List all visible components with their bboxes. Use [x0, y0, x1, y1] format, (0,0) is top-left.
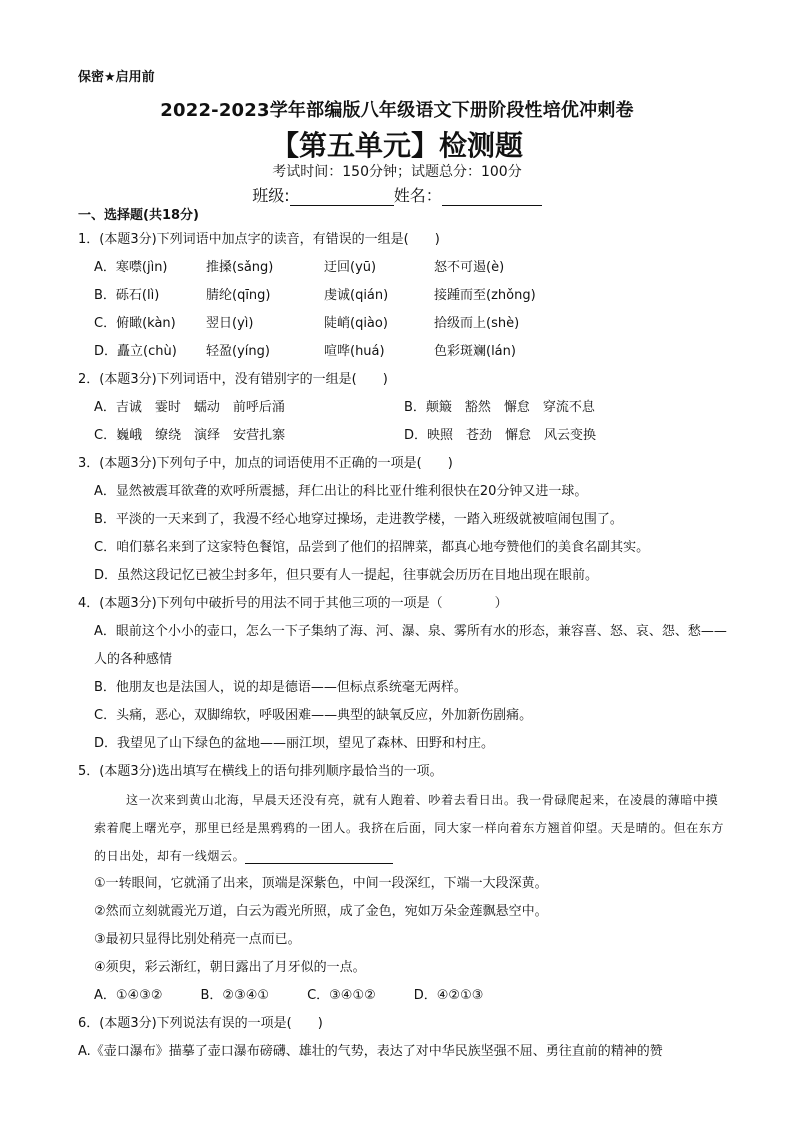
option-word: D．矗立(chù) — [94, 344, 177, 359]
question-4-option-b: B．他朋友也是法国人，说的却是德语——但标点系统毫无两样。 — [94, 680, 467, 695]
question-6-option-a: A.《壶口瀑布》描摹了壶口瀑布磅礴、雄壮的气势，表达了对中华民族坚强不屈、勇往直前的精神的赞 — [78, 1044, 663, 1059]
option-word: 虔诚(qián) — [324, 288, 389, 303]
option-word: B．砾石(lì) — [94, 288, 160, 303]
option-word: 轻盈(yíng) — [206, 344, 270, 359]
question-2-option-b: B．颠簸 豁然 懈怠 穿流不息 — [404, 400, 595, 415]
option-word: 色彩斑斓(lán) — [434, 344, 516, 359]
question-5-option-c: C．③④①② — [307, 988, 376, 1003]
question-2-option-c: C．巍峨 缭绕 演绎 安营扎寨 — [94, 428, 286, 443]
question-5-sentence-2: ②然而立刻就霞光万道，白云为霞光所照，成了金色，宛如万朵金莲飘悬空中。 — [94, 904, 548, 919]
option-word: 推搡(sǎng) — [206, 260, 274, 275]
question-1-stem: 1．(本题3分)下列词语中加点字的读音，有错误的一组是( ) — [78, 232, 440, 247]
question-4-stem: 4．(本题3分)下列句中破折号的用法不同于其他三项的一项是（ ） — [78, 596, 508, 611]
option-word: 迂回(yū) — [324, 260, 377, 275]
name-label: 姓名： — [393, 186, 442, 205]
option-word: 喧哗(huá) — [324, 344, 385, 359]
option-word: 接踵而至(zhǒng) — [434, 288, 536, 303]
question-5-sentence-1: ①一转眼间，它就涌了出来，顶端是深紫色，中间一段深红，下端一大段深黄。 — [94, 876, 548, 891]
name-blank[interactable] — [442, 189, 542, 206]
option-word: 陡峭(qiào) — [324, 316, 388, 331]
question-5-stem: 5．(本题3分)选出填写在横线上的语句排列顺序最恰当的一项。 — [78, 764, 443, 779]
question-5-option-b: B．②③④① — [200, 988, 270, 1003]
question-1-option-d — [78, 338, 728, 366]
question-1-option-a — [78, 254, 728, 282]
question-1-option-c — [78, 310, 728, 338]
question-5-options — [78, 982, 728, 1010]
option-word: 怒不可遏(è) — [434, 260, 505, 275]
option-word: A．寒噤(jìn) — [94, 260, 168, 275]
section-heading: 一、选择题(共18分) — [78, 208, 199, 223]
confidential-label: 保密★启用前 — [78, 70, 155, 85]
exam-title: 2022-2023学年部编版八年级语文下册阶段性培优冲刺卷 — [160, 100, 634, 121]
question-5-option-d: D．④②①③ — [413, 988, 484, 1003]
question-2-option-a: A．吉诚 霎时 蠕动 前呼后涌 — [94, 400, 285, 415]
unit-title: 【第五单元】检测题 — [270, 129, 523, 162]
question-3-option-a: A．显然被震耳欲聋的欢呼所震撼，拜仁出让的科比亚什维利很快在20分钟又进一球。 — [94, 484, 588, 499]
option-word: 拾级而上(shè) — [434, 316, 520, 331]
question-3-stem: 3．(本题3分)下列句子中，加点的词语使用不正确的一项是( ) — [78, 456, 453, 471]
question-2-options-row-2 — [78, 422, 728, 450]
question-5-sentence-3: ③最初只显得比别处稍亮一点而已。 — [94, 932, 301, 947]
question-1-option-b — [78, 282, 728, 310]
question-3-option-d: D．虽然这段记忆已被尘封多年，但只要有人一提起，往事就会历历在目地出现在眼前。 — [94, 568, 599, 583]
class-blank[interactable] — [290, 189, 394, 206]
option-word: 翌日(yì) — [206, 316, 254, 331]
question-5-sentence-4: ④须臾，彩云渐红，朝日露出了月牙似的一点。 — [94, 960, 366, 975]
question-4-option-c: C．头痛，恶心，双脚绵软，呼吸困难——典型的缺氧反应，外加新伤剧痛。 — [94, 708, 533, 723]
question-5-option-a: A．①④③② — [94, 988, 163, 1003]
question-5-passage — [78, 786, 728, 870]
question-4-option-d: D．我望见了山下绿色的盆地——丽江坝，望见了森林、田野和村庄。 — [94, 736, 495, 751]
question-4-option-a: A．眼前这个小小的壶口，怎么一下子集纳了海、河、瀑、泉、雾所有水的形态，兼容喜、怒、哀、怨、愁——人的各种感情 — [94, 624, 727, 667]
class-label: 班级: — [252, 186, 290, 205]
question-2-options-row-1 — [78, 394, 728, 422]
option-word: 腈纶(qīng) — [206, 288, 271, 303]
question-2-option-d: D．映照 苍劲 懈怠 风云变换 — [404, 428, 597, 443]
question-6-stem: 6．(本题3分)下列说法有误的一项是( ) — [78, 1016, 323, 1031]
question-3-option-c: C．咱们慕名来到了这家特色餐馆，品尝到了他们的招牌菜，都真心地夸赞他们的美食名副其实。 — [94, 540, 650, 555]
option-word: C．俯瞰(kàn) — [94, 316, 176, 331]
question-2-stem: 2．(本题3分)下列词语中，没有错别字的一组是( ) — [78, 372, 388, 387]
question-3-option-b: B．平淡的一天来到了，我漫不经心地穿过操场，走进教学楼，一踏入班级就被喧闹包围了。 — [94, 512, 623, 527]
exam-content — [78, 206, 728, 1066]
exam-info: 考试时间：150分钟；试题总分：100分 — [272, 164, 522, 180]
student-info-row — [0, 183, 794, 206]
answer-blank[interactable] — [245, 849, 393, 864]
passage-text: 这一次来到黄山北海，早晨天还没有亮，就有人跑着、吵着去看日出。我一骨碌爬起来，在凌晨的薄暗中摸索着爬上曙光亭，那里已经是黑鸦鸦的一团人。我挤在后面，同大家一样向着东方翘首仰望。天是晴的。但在东方的日出处，却有一线烟云。 — [94, 793, 725, 863]
